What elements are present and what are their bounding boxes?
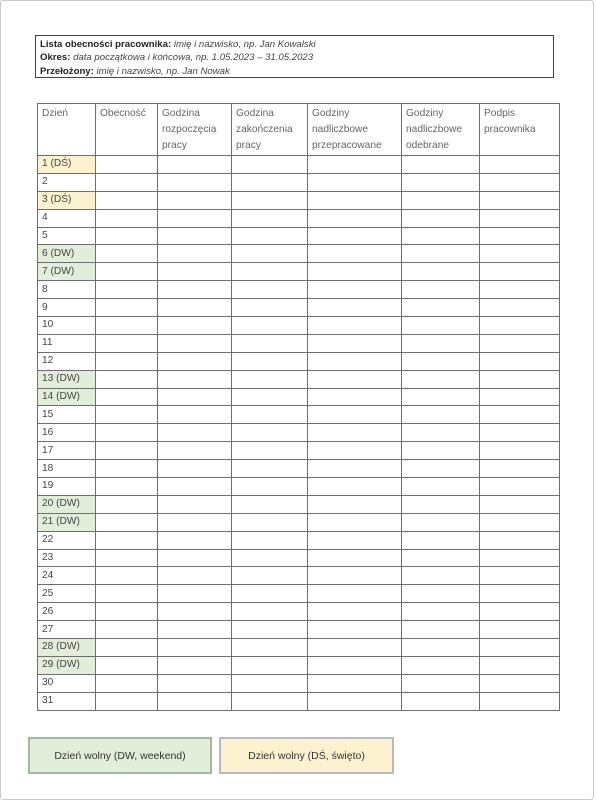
entry-cell[interactable] bbox=[232, 549, 308, 567]
entry-cell[interactable] bbox=[232, 531, 308, 549]
entry-cell[interactable] bbox=[308, 567, 402, 585]
day-cell: 9 bbox=[38, 299, 96, 317]
entry-cell[interactable] bbox=[96, 460, 158, 478]
entry-cell[interactable] bbox=[402, 549, 480, 567]
table-row bbox=[38, 263, 560, 281]
entry-cell[interactable] bbox=[402, 352, 480, 370]
entry-cell[interactable] bbox=[232, 299, 308, 317]
entry-cell[interactable] bbox=[232, 603, 308, 621]
entry-cell[interactable] bbox=[232, 478, 308, 496]
entry-cell[interactable] bbox=[96, 567, 158, 585]
entry-cell[interactable] bbox=[232, 352, 308, 370]
entry-cell[interactable] bbox=[96, 370, 158, 388]
entry-cell[interactable] bbox=[480, 227, 560, 245]
entry-cell[interactable] bbox=[480, 692, 560, 710]
legend-dw-label: Dzień wolny (DW, weekend) bbox=[54, 749, 186, 762]
entry-cell[interactable] bbox=[158, 317, 232, 335]
entry-cell[interactable] bbox=[158, 370, 232, 388]
entry-cell[interactable] bbox=[158, 352, 232, 370]
entry-cell[interactable] bbox=[232, 442, 308, 460]
table-row bbox=[38, 495, 560, 513]
entry-cell[interactable] bbox=[308, 621, 402, 639]
column-header-line: Godziny bbox=[406, 108, 444, 119]
entry-cell[interactable] bbox=[480, 334, 560, 352]
entry-cell[interactable] bbox=[402, 639, 480, 657]
entry-cell[interactable] bbox=[308, 245, 402, 263]
entry-cell[interactable] bbox=[480, 191, 560, 209]
entry-cell[interactable] bbox=[96, 227, 158, 245]
entry-cell[interactable] bbox=[308, 191, 402, 209]
entry-cell[interactable] bbox=[232, 621, 308, 639]
day-cell: 21 (DW) bbox=[38, 513, 96, 531]
entry-cell[interactable] bbox=[96, 674, 158, 692]
day-cell: 25 bbox=[38, 585, 96, 603]
entry-cell[interactable] bbox=[480, 281, 560, 299]
entry-cell[interactable] bbox=[402, 370, 480, 388]
entry-cell[interactable] bbox=[158, 656, 232, 674]
table-row bbox=[38, 442, 560, 460]
table-row bbox=[38, 209, 560, 227]
entry-cell[interactable] bbox=[308, 656, 402, 674]
entry-cell[interactable] bbox=[232, 567, 308, 585]
entry-cell[interactable] bbox=[308, 692, 402, 710]
entry-cell[interactable] bbox=[480, 656, 560, 674]
column-header-presence bbox=[96, 104, 158, 156]
entry-cell[interactable] bbox=[402, 281, 480, 299]
entry-cell[interactable] bbox=[232, 317, 308, 335]
entry-cell[interactable] bbox=[96, 478, 158, 496]
entry-cell[interactable] bbox=[158, 674, 232, 692]
entry-cell[interactable] bbox=[308, 209, 402, 227]
entry-cell[interactable] bbox=[96, 209, 158, 227]
entry-cell[interactable] bbox=[308, 299, 402, 317]
table-row bbox=[38, 585, 560, 603]
table-row bbox=[38, 424, 560, 442]
entry-cell[interactable] bbox=[480, 388, 560, 406]
entry-cell[interactable] bbox=[402, 442, 480, 460]
entry-cell[interactable] bbox=[158, 549, 232, 567]
entry-cell[interactable] bbox=[480, 245, 560, 263]
entry-cell[interactable] bbox=[402, 621, 480, 639]
entry-cell[interactable] bbox=[158, 424, 232, 442]
day-cell: 29 (DW) bbox=[38, 656, 96, 674]
entry-cell[interactable] bbox=[232, 263, 308, 281]
entry-cell[interactable] bbox=[232, 191, 308, 209]
entry-cell[interactable] bbox=[480, 424, 560, 442]
entry-cell[interactable] bbox=[308, 352, 402, 370]
entry-cell[interactable] bbox=[402, 388, 480, 406]
entry-cell[interactable] bbox=[96, 585, 158, 603]
entry-cell[interactable] bbox=[480, 513, 560, 531]
table-row bbox=[38, 352, 560, 370]
supervisor-line bbox=[40, 65, 553, 78]
day-cell: 28 (DW) bbox=[38, 639, 96, 657]
legend-day-off-holiday bbox=[219, 737, 394, 774]
entry-cell[interactable] bbox=[480, 460, 560, 478]
column-header-line: rozpoczęcia bbox=[162, 124, 217, 135]
entry-cell[interactable] bbox=[402, 245, 480, 263]
entry-cell[interactable] bbox=[96, 299, 158, 317]
entry-cell[interactable] bbox=[402, 531, 480, 549]
entry-cell[interactable] bbox=[232, 245, 308, 263]
day-cell: 11 bbox=[38, 334, 96, 352]
entry-cell[interactable] bbox=[158, 513, 232, 531]
entry-cell[interactable] bbox=[158, 531, 232, 549]
table-row bbox=[38, 656, 560, 674]
entry-cell[interactable] bbox=[402, 603, 480, 621]
table-row bbox=[38, 531, 560, 549]
entry-cell[interactable] bbox=[158, 245, 232, 263]
entry-cell[interactable] bbox=[402, 478, 480, 496]
table-row bbox=[38, 406, 560, 424]
entry-cell[interactable] bbox=[402, 334, 480, 352]
entry-cell[interactable] bbox=[480, 317, 560, 335]
entry-cell[interactable] bbox=[158, 191, 232, 209]
entry-cell[interactable] bbox=[232, 209, 308, 227]
day-cell: 24 bbox=[38, 567, 96, 585]
entry-cell[interactable] bbox=[402, 227, 480, 245]
table-row bbox=[38, 370, 560, 388]
entry-cell[interactable] bbox=[96, 621, 158, 639]
table-row bbox=[38, 460, 560, 478]
entry-cell[interactable] bbox=[232, 388, 308, 406]
entry-cell[interactable] bbox=[232, 156, 308, 174]
entry-cell[interactable] bbox=[402, 209, 480, 227]
day-cell: 12 bbox=[38, 352, 96, 370]
table-row bbox=[38, 281, 560, 299]
period-value: data początkowa i końcowa, np. 1.05.2023 – 31.05.2023 bbox=[73, 52, 314, 64]
entry-cell[interactable] bbox=[96, 442, 158, 460]
column-header-line: Godziny bbox=[312, 108, 350, 119]
supervisor-label: Przełożony: bbox=[40, 65, 94, 77]
table-row bbox=[38, 513, 560, 531]
entry-cell[interactable] bbox=[96, 334, 158, 352]
column-header-line: pracownika bbox=[484, 124, 536, 135]
table-row bbox=[38, 478, 560, 496]
table-row bbox=[38, 388, 560, 406]
day-cell: 30 bbox=[38, 674, 96, 692]
entry-cell[interactable] bbox=[308, 513, 402, 531]
entry-cell[interactable] bbox=[158, 478, 232, 496]
entry-cell[interactable] bbox=[96, 281, 158, 299]
entry-cell[interactable] bbox=[158, 639, 232, 657]
entry-cell[interactable] bbox=[308, 334, 402, 352]
entry-cell[interactable] bbox=[232, 513, 308, 531]
day-cell: 10 bbox=[38, 317, 96, 335]
entry-cell[interactable] bbox=[308, 317, 402, 335]
entry-cell[interactable] bbox=[402, 406, 480, 424]
entry-cell[interactable] bbox=[480, 352, 560, 370]
entry-cell[interactable] bbox=[402, 656, 480, 674]
entry-cell[interactable] bbox=[96, 531, 158, 549]
entry-cell[interactable] bbox=[480, 531, 560, 549]
day-cell: 15 bbox=[38, 406, 96, 424]
entry-cell[interactable] bbox=[232, 370, 308, 388]
employee-value: imię i nazwisko, np. Jan Kowalski bbox=[173, 39, 316, 50]
day-cell: 8 bbox=[38, 281, 96, 299]
column-header-line: zakończenia bbox=[236, 124, 293, 135]
entry-cell[interactable] bbox=[96, 156, 158, 174]
entry-cell[interactable] bbox=[158, 621, 232, 639]
column-header-line: Podpis bbox=[484, 108, 516, 119]
entry-cell[interactable] bbox=[402, 585, 480, 603]
entry-cell[interactable] bbox=[158, 567, 232, 585]
entry-cell[interactable] bbox=[480, 621, 560, 639]
entry-cell[interactable] bbox=[308, 442, 402, 460]
entry-cell[interactable] bbox=[96, 656, 158, 674]
day-cell: 1 (DŚ) bbox=[38, 156, 96, 174]
day-cell: 4 bbox=[38, 209, 96, 227]
entry-cell[interactable] bbox=[308, 173, 402, 191]
entry-cell[interactable] bbox=[402, 317, 480, 335]
entry-cell[interactable] bbox=[402, 513, 480, 531]
column-header-line: pracy bbox=[236, 140, 261, 151]
table-row bbox=[38, 317, 560, 335]
entry-cell[interactable] bbox=[96, 263, 158, 281]
day-cell: 16 bbox=[38, 424, 96, 442]
entry-cell[interactable] bbox=[308, 388, 402, 406]
employee-label: Lista obecności pracownika: bbox=[40, 39, 172, 50]
entry-cell[interactable] bbox=[96, 388, 158, 406]
entry-cell[interactable] bbox=[232, 281, 308, 299]
entry-cell[interactable] bbox=[96, 245, 158, 263]
entry-cell[interactable] bbox=[158, 227, 232, 245]
entry-cell[interactable] bbox=[308, 281, 402, 299]
day-cell: 7 (DW) bbox=[38, 263, 96, 281]
day-cell: 2 bbox=[38, 173, 96, 191]
entry-cell[interactable] bbox=[96, 406, 158, 424]
entry-cell[interactable] bbox=[158, 263, 232, 281]
entry-cell[interactable] bbox=[402, 460, 480, 478]
legend-day-off-weekend bbox=[28, 737, 212, 774]
entry-cell[interactable] bbox=[96, 173, 158, 191]
entry-cell[interactable] bbox=[232, 406, 308, 424]
entry-cell[interactable] bbox=[402, 495, 480, 513]
entry-cell[interactable] bbox=[158, 299, 232, 317]
header-info-box bbox=[35, 35, 554, 78]
entry-cell[interactable] bbox=[308, 370, 402, 388]
entry-cell[interactable] bbox=[232, 173, 308, 191]
entry-cell[interactable] bbox=[158, 173, 232, 191]
entry-cell[interactable] bbox=[232, 692, 308, 710]
entry-cell[interactable] bbox=[480, 370, 560, 388]
entry-cell[interactable] bbox=[480, 567, 560, 585]
table-row bbox=[38, 227, 560, 245]
day-cell: 19 bbox=[38, 478, 96, 496]
column-header-start-time bbox=[158, 104, 232, 156]
day-cell: 23 bbox=[38, 549, 96, 567]
entry-cell[interactable] bbox=[402, 567, 480, 585]
period-line bbox=[40, 51, 553, 64]
period-label: Okres: bbox=[40, 52, 71, 64]
entry-cell[interactable] bbox=[480, 406, 560, 424]
column-header-line: Dzień bbox=[42, 108, 69, 119]
entry-cell[interactable] bbox=[158, 156, 232, 174]
day-cell: 22 bbox=[38, 531, 96, 549]
entry-cell[interactable] bbox=[308, 495, 402, 513]
entry-cell[interactable] bbox=[158, 209, 232, 227]
table-row bbox=[38, 549, 560, 567]
entry-cell[interactable] bbox=[96, 424, 158, 442]
table-row bbox=[38, 156, 560, 174]
entry-cell[interactable] bbox=[402, 156, 480, 174]
entry-cell[interactable] bbox=[308, 156, 402, 174]
entry-cell[interactable] bbox=[308, 460, 402, 478]
entry-cell[interactable] bbox=[308, 263, 402, 281]
entry-cell[interactable] bbox=[480, 442, 560, 460]
entry-cell[interactable] bbox=[308, 406, 402, 424]
entry-cell[interactable] bbox=[308, 603, 402, 621]
legend-ds-label: Dzień wolny (DŚ, święto) bbox=[248, 749, 365, 762]
entry-cell[interactable] bbox=[308, 478, 402, 496]
entry-cell[interactable] bbox=[308, 585, 402, 603]
entry-cell[interactable] bbox=[308, 639, 402, 657]
table-row bbox=[38, 191, 560, 209]
entry-cell[interactable] bbox=[402, 674, 480, 692]
table-row bbox=[38, 603, 560, 621]
table-row bbox=[38, 334, 560, 352]
entry-cell[interactable] bbox=[96, 603, 158, 621]
column-header-line: Godzina bbox=[162, 108, 200, 119]
entry-cell[interactable] bbox=[158, 603, 232, 621]
entry-cell[interactable] bbox=[96, 549, 158, 567]
entry-cell[interactable] bbox=[232, 424, 308, 442]
entry-cell[interactable] bbox=[158, 442, 232, 460]
entry-cell[interactable] bbox=[308, 227, 402, 245]
day-cell: 27 bbox=[38, 621, 96, 639]
entry-cell[interactable] bbox=[232, 585, 308, 603]
entry-cell[interactable] bbox=[158, 406, 232, 424]
column-header-line: Godzina bbox=[236, 108, 274, 119]
table-row bbox=[38, 567, 560, 585]
entry-cell[interactable] bbox=[158, 460, 232, 478]
column-header-line: pracy bbox=[162, 140, 187, 151]
column-header-line: Obecność bbox=[100, 108, 146, 119]
day-cell: 18 bbox=[38, 460, 96, 478]
day-cell: 17 bbox=[38, 442, 96, 460]
table-row bbox=[38, 692, 560, 710]
column-header-line: odebrane bbox=[406, 140, 450, 151]
entry-cell[interactable] bbox=[308, 424, 402, 442]
entry-cell[interactable] bbox=[402, 299, 480, 317]
table-row bbox=[38, 173, 560, 191]
entry-cell[interactable] bbox=[308, 531, 402, 549]
entry-cell[interactable] bbox=[158, 281, 232, 299]
entry-cell[interactable] bbox=[96, 191, 158, 209]
table-row bbox=[38, 674, 560, 692]
column-header-line: nadliczbowe bbox=[312, 124, 369, 135]
column-header-overtime-taken bbox=[402, 104, 480, 156]
column-header-end-time bbox=[232, 104, 308, 156]
entry-cell[interactable] bbox=[480, 478, 560, 496]
column-header-overtime-worked bbox=[308, 104, 402, 156]
entry-cell[interactable] bbox=[480, 156, 560, 174]
day-cell: 5 bbox=[38, 227, 96, 245]
entry-cell[interactable] bbox=[232, 639, 308, 657]
day-cell: 26 bbox=[38, 603, 96, 621]
entry-cell[interactable] bbox=[158, 692, 232, 710]
entry-cell[interactable] bbox=[402, 173, 480, 191]
column-header-line: nadliczbowe bbox=[406, 124, 463, 135]
entry-cell[interactable] bbox=[96, 317, 158, 335]
entry-cell[interactable] bbox=[480, 549, 560, 567]
entry-cell[interactable] bbox=[158, 585, 232, 603]
entry-cell[interactable] bbox=[480, 299, 560, 317]
entry-cell[interactable] bbox=[480, 674, 560, 692]
entry-cell[interactable] bbox=[232, 334, 308, 352]
table-row bbox=[38, 245, 560, 263]
table-body bbox=[38, 156, 560, 711]
day-cell: 13 (DW) bbox=[38, 370, 96, 388]
entry-cell[interactable] bbox=[480, 495, 560, 513]
attendance-table bbox=[37, 103, 560, 711]
supervisor-value: imię i nazwisko, np. Jan Nowak bbox=[96, 65, 230, 77]
entry-cell[interactable] bbox=[232, 656, 308, 674]
entry-cell[interactable] bbox=[480, 263, 560, 281]
table-header-row bbox=[38, 104, 560, 156]
entry-cell[interactable] bbox=[402, 692, 480, 710]
entry-cell[interactable] bbox=[96, 352, 158, 370]
entry-cell[interactable] bbox=[158, 388, 232, 406]
table-row bbox=[38, 621, 560, 639]
employee-line bbox=[40, 38, 553, 51]
day-cell: 14 (DW) bbox=[38, 388, 96, 406]
day-cell: 3 (DŚ) bbox=[38, 191, 96, 209]
entry-cell[interactable] bbox=[480, 585, 560, 603]
entry-cell[interactable] bbox=[232, 495, 308, 513]
entry-cell[interactable] bbox=[402, 191, 480, 209]
entry-cell[interactable] bbox=[308, 674, 402, 692]
day-cell: 6 (DW) bbox=[38, 245, 96, 263]
day-cell: 31 bbox=[38, 692, 96, 710]
entry-cell[interactable] bbox=[402, 263, 480, 281]
column-header-day bbox=[38, 104, 96, 156]
entry-cell[interactable] bbox=[480, 603, 560, 621]
entry-cell[interactable] bbox=[96, 639, 158, 657]
entry-cell[interactable] bbox=[96, 513, 158, 531]
column-header-signature bbox=[480, 104, 560, 156]
entry-cell[interactable] bbox=[232, 460, 308, 478]
entry-cell[interactable] bbox=[480, 639, 560, 657]
entry-cell[interactable] bbox=[232, 227, 308, 245]
entry-cell[interactable] bbox=[480, 209, 560, 227]
day-cell: 20 (DW) bbox=[38, 495, 96, 513]
table-row bbox=[38, 299, 560, 317]
table-row bbox=[38, 639, 560, 657]
entry-cell[interactable] bbox=[232, 674, 308, 692]
entry-cell[interactable] bbox=[480, 173, 560, 191]
entry-cell[interactable] bbox=[96, 692, 158, 710]
entry-cell[interactable] bbox=[158, 495, 232, 513]
column-header-line: przepracowane bbox=[312, 140, 382, 151]
entry-cell[interactable] bbox=[158, 334, 232, 352]
entry-cell[interactable] bbox=[96, 495, 158, 513]
entry-cell[interactable] bbox=[308, 549, 402, 567]
entry-cell[interactable] bbox=[402, 424, 480, 442]
